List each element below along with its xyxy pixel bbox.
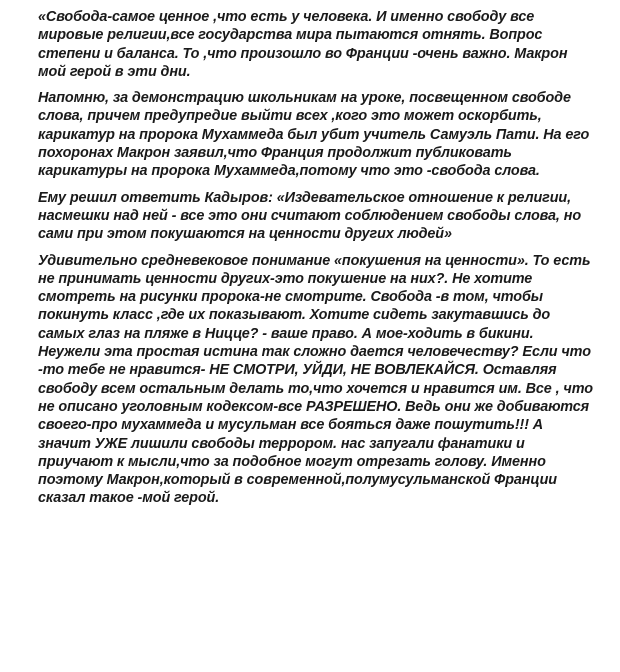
document-body — [38, 8, 598, 508]
paragraph-freedom-quote: «Свобода-самое ценное ,что есть у человека. И именно свободу все мировые религии,все государства мира пытаются отнять. Вопрос степени и баланса. То ,что произошло во Франции -очень важно. Макрон мой герой в эти дни. — [38, 9, 568, 80]
paragraph-kadyrov-reply: Ему решил ответить Кадыров: «Издевательское отношение к религии, насмешки над ней - все это они считают соблюдением свободы слова, но сами при этом покушаются на ценности других людей» — [38, 189, 582, 243]
paragraph-commentary: Удивительно средневековое понимание «покушения на ценности». То есть не принимать ценности других-это покушение на них?. Не хотите смотреть на рисунки пророка-не смотрите. Свобода -в том, чтобы покинуть класс ,где их показывают. Хотите сидеть закутавшись до самых глаз на пляже в Ницце? - ваше право. А мое-ходить в бикини. Неужели эта простая истина так сложно дается человечеству? Если что -то тебе не нравится- НЕ СМОТРИ, УЙДИ, НЕ ВОВЛЕКАЙСЯ. Оставляя свободу всем остальным делать то,что хочется и нравится им. Все , что не описано уголовным кодексом-все РАЗРЕШЕНО. Ведь они же добиваются своего-про мухаммеда и мусульман все бояться даже пошутить!!! А значит УЖЕ лишили свободы террором. нас запугали фанатики и приучают к мысли,что за подобное могут отрезать голову. Именно поэтому Макрон,который в современной,полумусульманской Франции сказал такое -мой герой. — [38, 252, 593, 507]
paragraph-samuel-paty: Напомню, за демонстрацию школьникам на уроке, посвещенном свободе слова, причем предупредие выйти всех ,кого это может оскорбить, карикатур на пророка Мухаммеда был убит учитель Самуэль Пати. На его похоронах Макрон заявил,что Франция продолжит публиковать карикатуры на пророка Мухаммеда,потому что это -свобода слова. — [38, 90, 590, 180]
